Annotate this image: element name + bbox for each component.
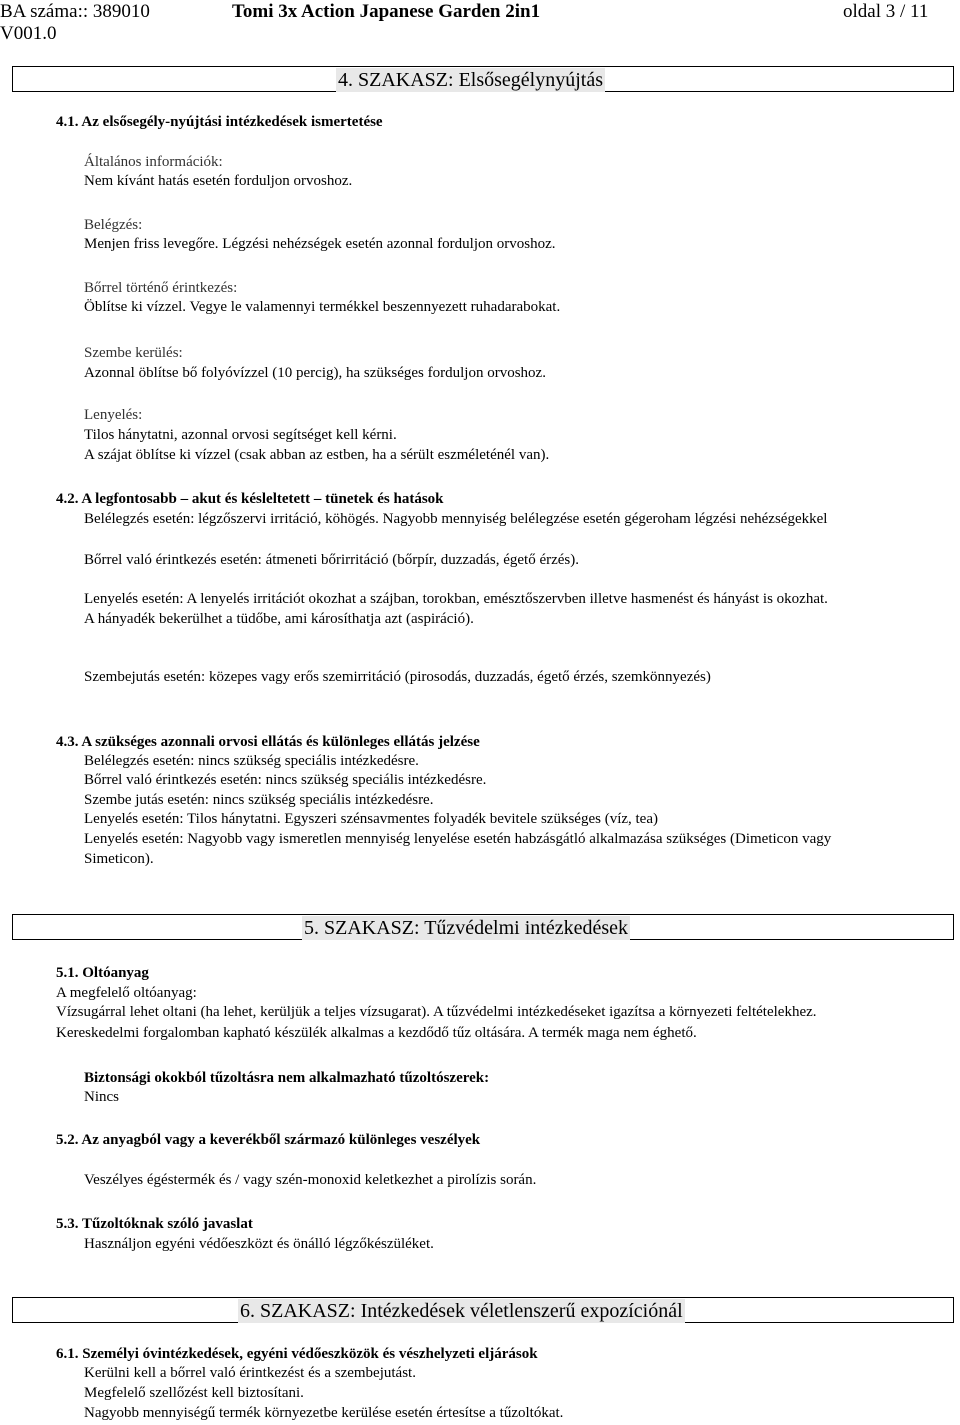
general-info-label: Általános információk: [84,154,223,170]
symptoms-eye: Szembejutás esetén: közepes vagy erős szemirritáció (pirosodás, duzzadás, égető érzés, szemkönnyezés) [84,669,711,685]
suitable-media-label: A megfelelő oltóanyag: [56,985,197,1001]
subsection-6-1-heading: 6.1. Személyi óvintézkedések, egyéni védőeszközök és vészhelyzeti eljárások [56,1346,538,1362]
inhalation-label: Belégzés: [84,217,143,233]
inhalation-text: Menjen friss levegőre. Légzési nehézségek esetén azonnal forduljon orvoshoz. [84,236,556,252]
treatment-ingestion: Lenyelés esetén: Tilos hánytatni. Egyszeri szénsavmentes folyadék bevitele szükséges (víz, tea) [84,811,658,827]
treatment-ingestion-large-2: Simeticon). [84,851,154,867]
subsection-4-3-heading: 4.3. A szükséges azonnali orvosi ellátás és különleges ellátás jelzése [56,734,480,750]
treatment-eye: Szembe jutás esetén: nincs szükség speciális intézkedésre. [84,792,434,808]
special-hazards-text: Veszélyes égéstermék és / vagy szén-monoxid keletkezhet a pirolízis során. [84,1172,537,1188]
subsection-5-2-heading: 5.2. Az anyagból vagy a keverékből származó különleges veszélyek [56,1132,481,1148]
symptoms-ingestion: Lenyelés esetén: A lenyelés irritációt okozhat a szájban, torokban, emésztőszervben illetve hasmenést és hányást is okozhat. [84,591,828,607]
symptoms-skin: Bőrrel való érintkezés esetén: átmeneti bőrirritáció (bőrpír, duzzadás, égető érzés). [84,552,580,568]
personal-precautions-2: Megfelelő szellőzést kell biztosítani. [84,1385,304,1401]
section-4-title: 4. SZAKASZ: Elsősegélynyújtás [338,69,603,91]
suitable-media-text-2: Kereskedelmi forgalomban kapható készülék alkalmas a kezdődő tűz oltására. A termék maga nem éghető. [56,1025,697,1041]
unsuitable-media-text: Nincs [84,1089,119,1105]
symptoms-ingestion-2: A hányadék bekerülhet a tüdőbe, ami károsíthatja azt (aspiráció). [84,611,474,627]
personal-precautions-3: Nagyobb mennyiségű termék környezetbe kerülése esetén értesítse a tűzoltókat. [84,1405,564,1421]
sds-number: BA száma:: 389010 [0,1,150,22]
treatment-skin: Bőrrel való érintkezés esetén: nincs szükség speciális intézkedésre. [84,772,487,788]
subsection-5-3-heading: 5.3. Tűzoltóknak szóló javaslat [56,1216,253,1232]
firefighter-advice-text: Használjon egyéni védőeszközt és önálló légzőkészüléket. [84,1236,434,1252]
eye-contact-label: Szembe kerülés: [84,345,183,361]
subsection-4-1-heading: 4.1. Az elsősegély-nyújtási intézkedések ismertetése [56,114,383,130]
ingestion-label: Lenyelés: [84,407,143,423]
skin-contact-text: Öblítse ki vízzel. Vegye le valamennyi termékkel beszennyezett ruhadarabokat. [84,299,561,315]
section-6-title: 6. SZAKASZ: Intézkedések véletlenszerű expozíciónál [240,1300,683,1322]
symptoms-inhalation: Belélegzés esetén: légzőszervi irritáció, köhögés. Nagyobb mennyiség belélegzése esetén gégeroham légzési nehézségekkel [84,511,828,527]
treatment-ingestion-large: Lenyelés esetén: Nagyobb vagy ismeretlen mennyiség lenyelése esetén habzásgátló alkalmazása szükséges (Dimeticon vagy [84,831,832,847]
subsection-4-2-heading: 4.2. A legfontosabb – akut és késleltetett – tünetek és hatások [56,491,444,507]
version: V001.0 [0,23,57,44]
section-5-title: 5. SZAKASZ: Tűzvédelmi intézkedések [304,917,629,939]
page-number: oldal 3 / 11 [843,1,929,22]
general-info-text: Nem kívánt hatás esetén forduljon orvoshoz. [84,173,353,189]
ingestion-text-2: A szájat öblítse ki vízzel (csak abban az estben, ha a sérült eszméleténél van). [84,447,550,463]
suitable-media-text-1: Vízsugárral lehet oltani (ha lehet, kerüljük a teljes vízsugarat). A tűzvédelmi intézkedéseket igazítsa a környezeti feltételekhez. [56,1004,817,1020]
treatment-inhalation: Belélegzés esetén: nincs szükség speciális intézkedésre. [84,753,419,769]
product-title: Tomi 3x Action Japanese Garden 2in1 [232,1,541,22]
unsuitable-media-label: Biztonsági okokból tűzoltásra nem alkalmazható tűzoltószerek: [84,1070,490,1086]
personal-precautions-1: Kerülni kell a bőrrel való érintkezést és a szembejutást. [84,1365,416,1381]
ingestion-text-1: Tilos hánytatni, azonnal orvosi segítséget kell kérni. [84,427,397,443]
skin-contact-label: Bőrrel történő érintkezés: [84,280,238,296]
eye-contact-text: Azonnal öblítse bő folyóvízzel (10 percig), ha szükséges forduljon orvoshoz. [84,365,546,381]
subsection-5-1-heading: 5.1. Oltóanyag [56,965,149,981]
